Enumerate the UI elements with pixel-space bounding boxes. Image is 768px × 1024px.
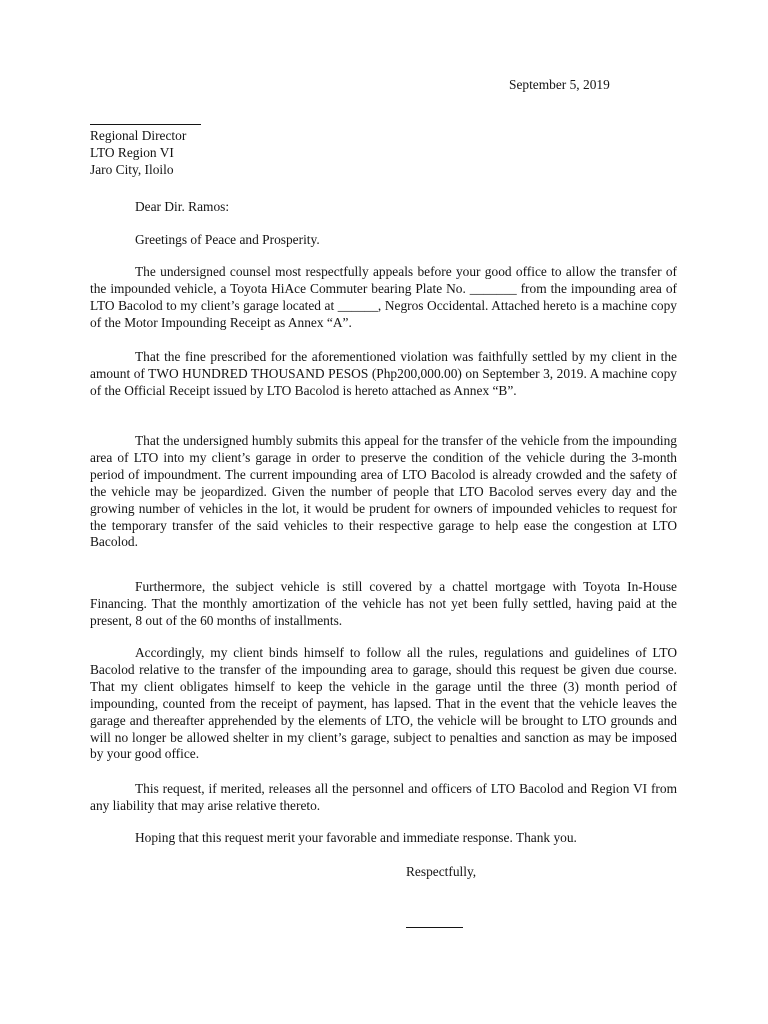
paragraph-appeal-reason: That the undersigned humbly submits this appeal for the transfer of the vehicle from the impounding area of LTO into my client’s garage in order to preserve the condition of the vehicle during the 3-month period of impoundment. The current impounding area of LTO Bacolod is already crowded and the safety of the vehicle may be jeopardized. Given the number of people that LTO Bacolod serves every day and the growing number of vehicles in the lot, it would be prudent for owners of impounded vehicles to request for the temporary transfer of the said vehicles to their respective garage to help ease the congestion at LTO Bacolod.	[90, 433, 677, 550]
signature-blank-line	[406, 927, 463, 928]
closing-line: Hoping that this request merit your favorable and immediate response. Thank you.	[135, 830, 577, 845]
recipient-block	[90, 128, 186, 179]
recipient-title: Regional Director	[90, 128, 187, 143]
recipient-office: LTO Region VI	[90, 144, 174, 160]
paragraph-client-obligations: Accordingly, my client binds himself to follow all the rules, regulations and guidelines of LTO Bacolod relative to the transfer of the impounding area to garage, should this request be given due course. That my client obligates himself to keep the vehicle in the garage until the three (3) month period of impounding, counted from the receipt of payment, has lapsed. That in the event that the vehicle leaves the garage and thereafter apprehended by the elements of LTO, the vehicle will be brought to LTO grounds and will no longer be allowed shelter in my client’s garage, subject to penalties and sanction as may be imposed by your good office.	[90, 645, 677, 762]
paragraph-chattel-mortgage: Furthermore, the subject vehicle is still covered by a chattel mortgage with Toyota In-House Financing. That the monthly amortization of the vehicle has not yet been fully settled, having paid at the present, 8 out of the 60 months of installments.	[90, 579, 677, 628]
salutation: Dear Dir. Ramos:	[135, 199, 230, 214]
paragraph-transfer-request: The undersigned counsel most respectfully appeals before your good office to allow the transfer of the impounded vehicle, a Toyota HiAce Commuter bearing Plate No. _______ from the impounding area of LTO Bacolod to my client’s garage located at ______, Negros Occidental. Attached hereto is a machine copy of the Motor Impounding Receipt as Annex “A”.	[90, 264, 677, 330]
paragraph-fine-settled: That the fine prescribed for the aforementioned violation was faithfully settled by my client in the amount of TWO HUNDRED THOUSAND PESOS (Php200,000.00) on September 3, 2019. A machine copy of the Official Receipt issued by LTO Bacolod is hereto attached as Annex “B”.	[90, 349, 677, 398]
recipient-address: Jaro City, Iloilo	[90, 161, 174, 177]
paragraph-release-liability: This request, if merited, releases all the personnel and officers of LTO Bacolod and Region VI from any liability that may arise relative thereto.	[90, 781, 677, 813]
complimentary-close: Respectfully,	[406, 864, 477, 879]
recipient-name-blank-line	[90, 124, 201, 125]
greeting: Greetings of Peace and Prosperity.	[135, 232, 320, 247]
letter-date: September 5, 2019	[509, 77, 610, 92]
